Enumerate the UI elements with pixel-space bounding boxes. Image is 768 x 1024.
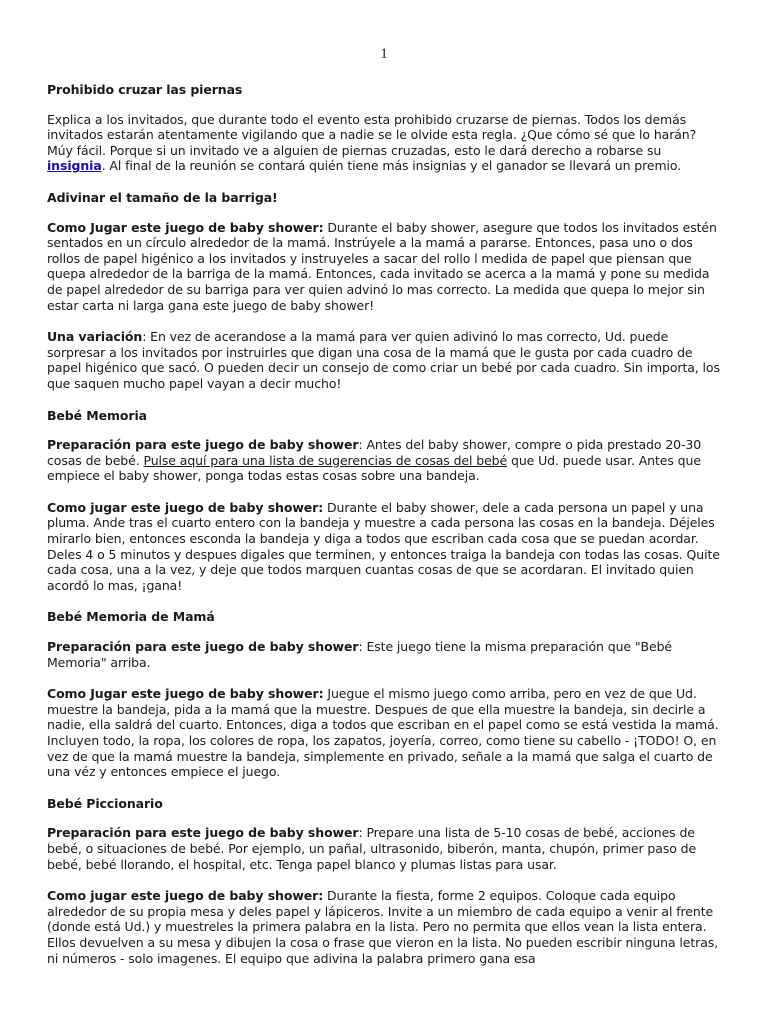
paragraph xyxy=(47,639,723,670)
paragraph-label: Como Jugar este juego de baby shower: xyxy=(47,219,324,235)
paragraph xyxy=(47,686,723,780)
section-title-prohibido: Prohibido cruzar las piernas xyxy=(47,82,243,97)
section-title-barriga: Adivinar el tamaño de la barriga! xyxy=(47,189,278,205)
paragraph-label: Preparación para este juego de baby shower xyxy=(47,639,359,655)
paragraph xyxy=(47,825,723,872)
paragraph xyxy=(47,437,723,484)
insignia-link[interactable]: insignia xyxy=(47,158,102,174)
section-title-piccionario: Bebé Piccionario xyxy=(47,795,163,811)
paragraph-label: Como jugar este juego de baby shower: xyxy=(47,888,324,904)
page-number: 1 xyxy=(380,46,388,62)
paragraph-text: : Prepare una lista de 5-10 cosas de bebé, acciones de bebé, o situaciones de bebé. Por ejemplo, un pañal, ultrasonido, biberón, manta, chupón, primer paso de bebé, bebé llorando, el hospital, etc. Tenga papel blanco y plumas listas para usar. xyxy=(47,825,697,872)
paragraph-text: : Antes del baby shower, compre o pida prestado 20-30 cosas de bebé. xyxy=(47,437,702,468)
paragraph xyxy=(47,112,723,174)
paragraph-text: Explica a los invitados, que durante todo el evento esta prohibido cruzarse de piernas. Todos los demás invitados estarán atentamente vigilando que a nadie se le olvide esta regla. ¿Que cómo sé que lo harán? Múy fácil. Porque si un invitado ve a alguien de piernas cruzadas, esto le dará derecho a robarse su xyxy=(47,111,697,158)
paragraph-text: Durante la fiesta, forme 2 equipos. Coloque cada equipo alrededor de su propia mesa y deles papel y lápiceros. Invite a un miembro de cada equipo a venir al frente (donde está Ud.) y muestreles la primera palabra en la lista. Pero no permita que ellos vean la lista entera. Ellos devuelven a su mesa y dibujen la cosa o frase que vieron en la lista. No pueden escribir ninguna letras, ni números - solo imagenes. El equipo que adivina la palabra primero gana esa xyxy=(47,888,719,966)
paragraph xyxy=(47,329,723,391)
paragraph-text: que Ud. puede usar. Antes que empiece el baby shower, ponga todas estas cosas sobre una bandeja. xyxy=(47,452,701,484)
paragraph-label: Como Jugar este juego de baby shower: xyxy=(47,686,324,702)
paragraph-text: Durante el baby shower, asegure que todos los invitados estén sentados en un círculo alrededor de la mamá. Instrúyele a la mamá a pararse. Entonces, pasa uno o dos rollos de papel higénico a los invitados y instruyeles a sacar del rollo l medida de papel que piensan que quepa alrededor de la barriga de la mamá. Entonces, cada invitado se acerca a la mamá y pone su medida de papel alrededor de su barriga para ver quien advinó lo mas correcto. La medida que quepa lo mejor sin estar carta ni larga gana este juego de baby shower! xyxy=(47,219,717,313)
paragraph xyxy=(47,888,723,966)
paragraph-label: Una variación xyxy=(47,329,143,345)
paragraph-text: Juegue el mismo juego como arriba, pero en vez de que Ud. muestre la bandeja, pida a la mamá que la muestre. Despues de que ella muestre la bandeja, sin decirle a nadie, ella saldrá del cuarto. Entonces, diga a todos que escriban en el papel como se está vestida la mamá. Incluyen todo, la ropa, los colores de ropa, los zapatos, joyería, correo, como tiene su cabello - ¡TODO! O, en vez de que la mamá muestre la bandeja, simplemente en privado, señale a la mamá que salga el cuarto de una véz y entonces empiece el juego. xyxy=(47,686,719,780)
paragraph xyxy=(47,500,723,594)
paragraph-label: Preparación para este juego de baby shower xyxy=(47,437,359,453)
paragraph-text: : En vez de acerandose a la mamá para ver quien adivinó lo mas correcto, Ud. puede sorpresar a los invitados por instruirles que digan una cosa de la mamá que le gusta por cada cuadro de papel higénico que sacó. O pueden decir un consejo de como criar un bebé por cada cuadro. Sin importa, los que saquen mucho papel vayan a decir mucho! xyxy=(47,329,720,391)
document-body xyxy=(47,82,723,982)
suggestions-link[interactable]: Pulse aquí para una lista de sugerencias de cosas del bebé xyxy=(143,452,508,468)
paragraph-text: : Este juego tiene la misma preparación que "Bebé Memoria" arriba. xyxy=(47,639,673,670)
paragraph xyxy=(47,220,723,314)
section-title-memoria-mama: Bebé Memoria de Mamá xyxy=(47,609,215,625)
paragraph-label: Preparación para este juego de baby shower xyxy=(47,825,359,841)
section-title-bebe-memoria: Bebé Memoria xyxy=(47,407,147,423)
paragraph-text: . Al final de la reunión se contará quién tiene más insignias y el ganador se llevará un premio. xyxy=(101,158,682,174)
paragraph-label: Como jugar este juego de baby shower: xyxy=(47,499,324,515)
paragraph-text: Durante el baby shower, dele a cada persona un papel y una pluma. Ande tras el cuarto entero con la bandeja y muestre a cada persona las cosas en la bandeja. Déjeles mirarlo bien, entonces esconda la bandeja y diga a todos que escriban cada cosa que se puedan acordar. Deles 4 o 5 minutos y despues digales que terminen, y entonces traiga la bandeja con todas las cosas. Quite cada cosa, una a la vez, y deje que todos marquen cuantas cosas de que se acordaran. El invitado quien acordó lo mas, ¡gana! xyxy=(47,499,720,593)
